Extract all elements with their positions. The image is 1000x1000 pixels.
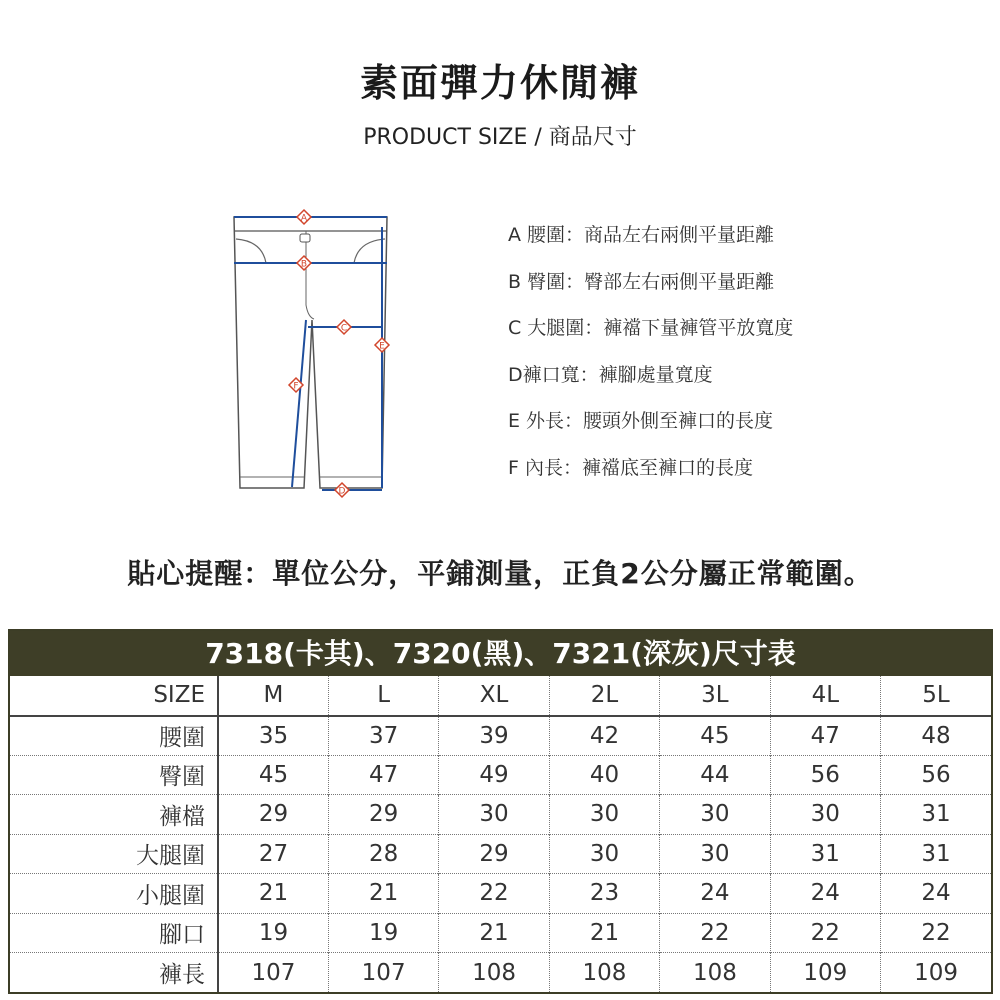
table-cell: 39 [439, 716, 549, 756]
table-cell: 30 [439, 795, 549, 835]
row-label: 褲檔 [10, 795, 218, 835]
row-label: 臀圍 [10, 755, 218, 795]
table-cell: 108 [660, 953, 770, 993]
size-col-header: 4L [770, 676, 880, 716]
table-cell: 22 [660, 913, 770, 953]
table-cell: 109 [881, 953, 991, 993]
table-cell: 21 [549, 913, 659, 953]
table-cell: 21 [328, 874, 438, 914]
legend-item-c: C 大腿圍：褲襠下量褲管平放寬度 [508, 317, 794, 339]
table-row [10, 953, 991, 993]
size-col-header: 3L [660, 676, 770, 716]
table-cell: 109 [770, 953, 880, 993]
legend-item-f: F 內長：褲襠底至褲口的長度 [508, 456, 753, 479]
table-row [10, 834, 991, 874]
table-cell: 29 [439, 834, 549, 874]
size-chart [8, 629, 993, 994]
table-cell: 107 [218, 953, 328, 993]
table-cell: 30 [549, 795, 659, 835]
table-cell: 22 [439, 874, 549, 914]
table-cell: 27 [218, 834, 328, 874]
table-cell: 22 [770, 913, 880, 953]
table-row [10, 874, 991, 914]
table-cell: 31 [770, 834, 880, 874]
table-cell: 21 [439, 913, 549, 953]
product-title: 素面彈力休閒褲 [359, 61, 640, 105]
table-cell: 29 [328, 795, 438, 835]
size-col-header: L [328, 676, 438, 716]
table-cell: 19 [328, 913, 438, 953]
pants-measurement-diagram [222, 205, 402, 505]
table-row [10, 913, 991, 953]
marker-e-label: E [379, 341, 385, 352]
legend-item-a: A 腰圍：商品左右兩側平量距離 [508, 224, 775, 246]
marker-a-label: A [300, 213, 308, 224]
measurement-reminder: 貼心提醒：單位公分，平鋪測量，正負2公分屬正常範圍。 [127, 557, 873, 590]
table-cell: 29 [218, 795, 328, 835]
table-cell: 30 [660, 795, 770, 835]
row-label: 腳口 [10, 913, 218, 953]
table-cell: 35 [218, 716, 328, 756]
legend-item-e: E 外長：腰頭外側至褲口的長度 [508, 410, 774, 432]
size-col-header: XL [439, 676, 549, 716]
size-col-header: M [218, 676, 328, 716]
size-table [10, 676, 991, 992]
table-cell: 108 [549, 953, 659, 993]
row-label: 大腿圍 [10, 834, 218, 874]
table-cell: 30 [549, 834, 659, 874]
table-cell: 31 [881, 795, 991, 835]
table-cell: 44 [660, 755, 770, 795]
table-cell: 56 [881, 755, 991, 795]
table-row [10, 755, 991, 795]
table-cell: 24 [660, 874, 770, 914]
marker-f-label: F [293, 381, 299, 392]
size-col-header: 2L [549, 676, 659, 716]
product-size-subtitle: PRODUCT SIZE / 商品尺寸 [363, 125, 637, 150]
table-cell: 30 [660, 834, 770, 874]
table-cell: 47 [770, 716, 880, 756]
measurement-legend [508, 220, 888, 499]
table-cell: 56 [770, 755, 880, 795]
table-cell: 19 [218, 913, 328, 953]
row-label: 小腿圍 [10, 874, 218, 914]
table-cell: 23 [549, 874, 659, 914]
row-label: 腰圍 [10, 716, 218, 756]
size-col-header: 5L [881, 676, 991, 716]
size-header-row [10, 676, 991, 716]
table-cell: 40 [549, 755, 659, 795]
size-label: SIZE [10, 676, 218, 716]
legend-item-b: B 臀圍：臀部左右兩側平量距離 [508, 270, 775, 293]
table-cell: 24 [770, 874, 880, 914]
table-cell: 45 [660, 716, 770, 756]
marker-d-label: D [338, 486, 346, 497]
table-cell: 45 [218, 755, 328, 795]
table-cell: 107 [328, 953, 438, 993]
table-cell: 108 [439, 953, 549, 993]
table-cell: 22 [881, 913, 991, 953]
table-cell: 42 [549, 716, 659, 756]
marker-b-label: B [300, 259, 308, 270]
table-row [10, 716, 991, 756]
table-cell: 37 [328, 716, 438, 756]
table-cell: 28 [328, 834, 438, 874]
table-cell: 47 [328, 755, 438, 795]
table-cell: 48 [881, 716, 991, 756]
table-cell: 30 [770, 795, 880, 835]
table-cell: 49 [439, 755, 549, 795]
button [300, 234, 310, 242]
table-row [10, 795, 991, 835]
table-cell: 21 [218, 874, 328, 914]
size-chart-header: 7318(卡其)、7320(黑)、7321(深灰)尺寸表 [10, 631, 991, 676]
table-cell: 24 [881, 874, 991, 914]
row-label: 褲長 [10, 953, 218, 993]
table-cell: 31 [881, 834, 991, 874]
marker-c-label: C [340, 323, 348, 334]
legend-item-d: D褲口寬：褲腳處量寬度 [508, 363, 713, 386]
pants-outline [234, 217, 387, 488]
